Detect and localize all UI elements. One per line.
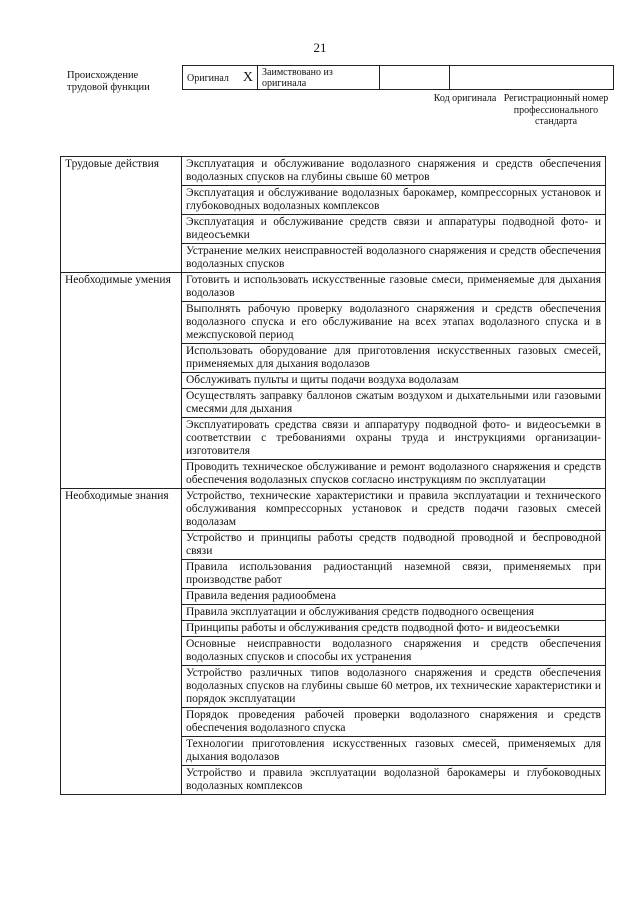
section-title: Необходимые умения (61, 273, 182, 489)
table-cell: Эксплуатировать средства связи и аппаратуру подводной фото- и видеосъемки в соответствии с требованиями охраны труда и инструкциями организации-изготовителя (182, 418, 606, 460)
borrowed-cell (258, 66, 380, 90)
original-mark: X (242, 69, 254, 85)
table-cell: Правила ведения радиообмена (182, 589, 606, 605)
table-cell: Устройство, технические характеристики и правила эксплуатации и технического обслуживания компрессорных установок и средств подачи газовых смесей водолазам (182, 489, 606, 531)
section-title: Необходимые знания (61, 489, 182, 795)
table-cell: Выполнять рабочую проверку водолазного снаряжения и средств обеспечения водолазного спуска и его обслуживание на всех этапах водолазного спуска и в межспусковой период (182, 302, 606, 344)
table-cell: Устранение мелких неисправностей водолазного снаряжения и средств обеспечения водолазных спусков (182, 244, 606, 273)
table-cell: Правила эксплуатации и обслуживания средств подводного освещения (182, 605, 606, 621)
table-cell: Правила использования радиостанций наземной связи, применяемых при производстве работ (182, 560, 606, 589)
code-caption: Код оригинала (433, 93, 497, 104)
table-row (61, 273, 606, 302)
table-cell: Эксплуатация и обслуживание водолазного снаряжения и средств обеспечения водолазных спусков на глубины свыше 60 метров (182, 157, 606, 186)
origin-table (182, 65, 614, 90)
table-cell: Технологии приготовления искусственных газовых смесей, применяемых для дыхания водолазов (182, 737, 606, 766)
code-cell (380, 66, 450, 90)
original-cell (183, 66, 258, 90)
original-label: Оригинал (187, 72, 229, 84)
table-cell: Эксплуатация и обслуживание водолазных барокамер, компрессорных установок и глубоководных водолазных комплексов (182, 186, 606, 215)
table-cell: Принципы работы и обслуживания средств подводной фото- и видеосъемки (182, 621, 606, 637)
table-cell: Устройство и правила эксплуатации водолазной барокамеры и глубоководных водолазных комплексов (182, 766, 606, 795)
table-cell: Порядок проведения рабочей проверки водолазного снаряжения и средств обеспечения водолазного спуска (182, 708, 606, 737)
borrowed-label: Заимствовано из оригинала (262, 66, 333, 89)
reg-caption: Регистрационный номер профессионального стандарта (503, 93, 609, 127)
table-row (61, 157, 606, 186)
table-cell: Осуществлять заправку баллонов сжатым воздухом и дыхательными или газовыми смесями для дыхания (182, 389, 606, 418)
section-title: Трудовые действия (61, 157, 182, 273)
page-number: 21 (313, 40, 327, 55)
origin-label: Происхождение трудовой функции (67, 70, 150, 93)
table-cell: Эксплуатация и обслуживание средств связи и аппаратуры подводной фото- и видеосъемки (182, 215, 606, 244)
table-cell: Проводить техническое обслуживание и ремонт водолазного снаряжения и средств обеспечения водолазных спусков согласно инструкциям по эксплуатации (182, 460, 606, 489)
reg-number-cell (450, 66, 614, 90)
table-cell: Устройство различных типов водолазного снаряжения и средств обеспечения водолазных спусков на глубины свыше 60 метров, их технические характеристики и порядок эксплуатации (182, 666, 606, 708)
table-row (61, 489, 606, 531)
table-cell: Устройство и принципы работы средств подводной проводной и беспроводной связи (182, 531, 606, 560)
table-cell: Обслуживать пульты и щиты подачи воздуха водолазам (182, 373, 606, 389)
functions-table (60, 156, 606, 795)
table-cell: Основные неисправности водолазного снаряжения и средств обеспечения водолазных спусков и способы их устранения (182, 637, 606, 666)
table-cell: Готовить и использовать искусственные газовые смеси, применяемые для дыхания водолазов (182, 273, 606, 302)
table-cell: Использовать оборудование для приготовления искусственных газовых смесей, применяемых для дыхания водолазов (182, 344, 606, 373)
